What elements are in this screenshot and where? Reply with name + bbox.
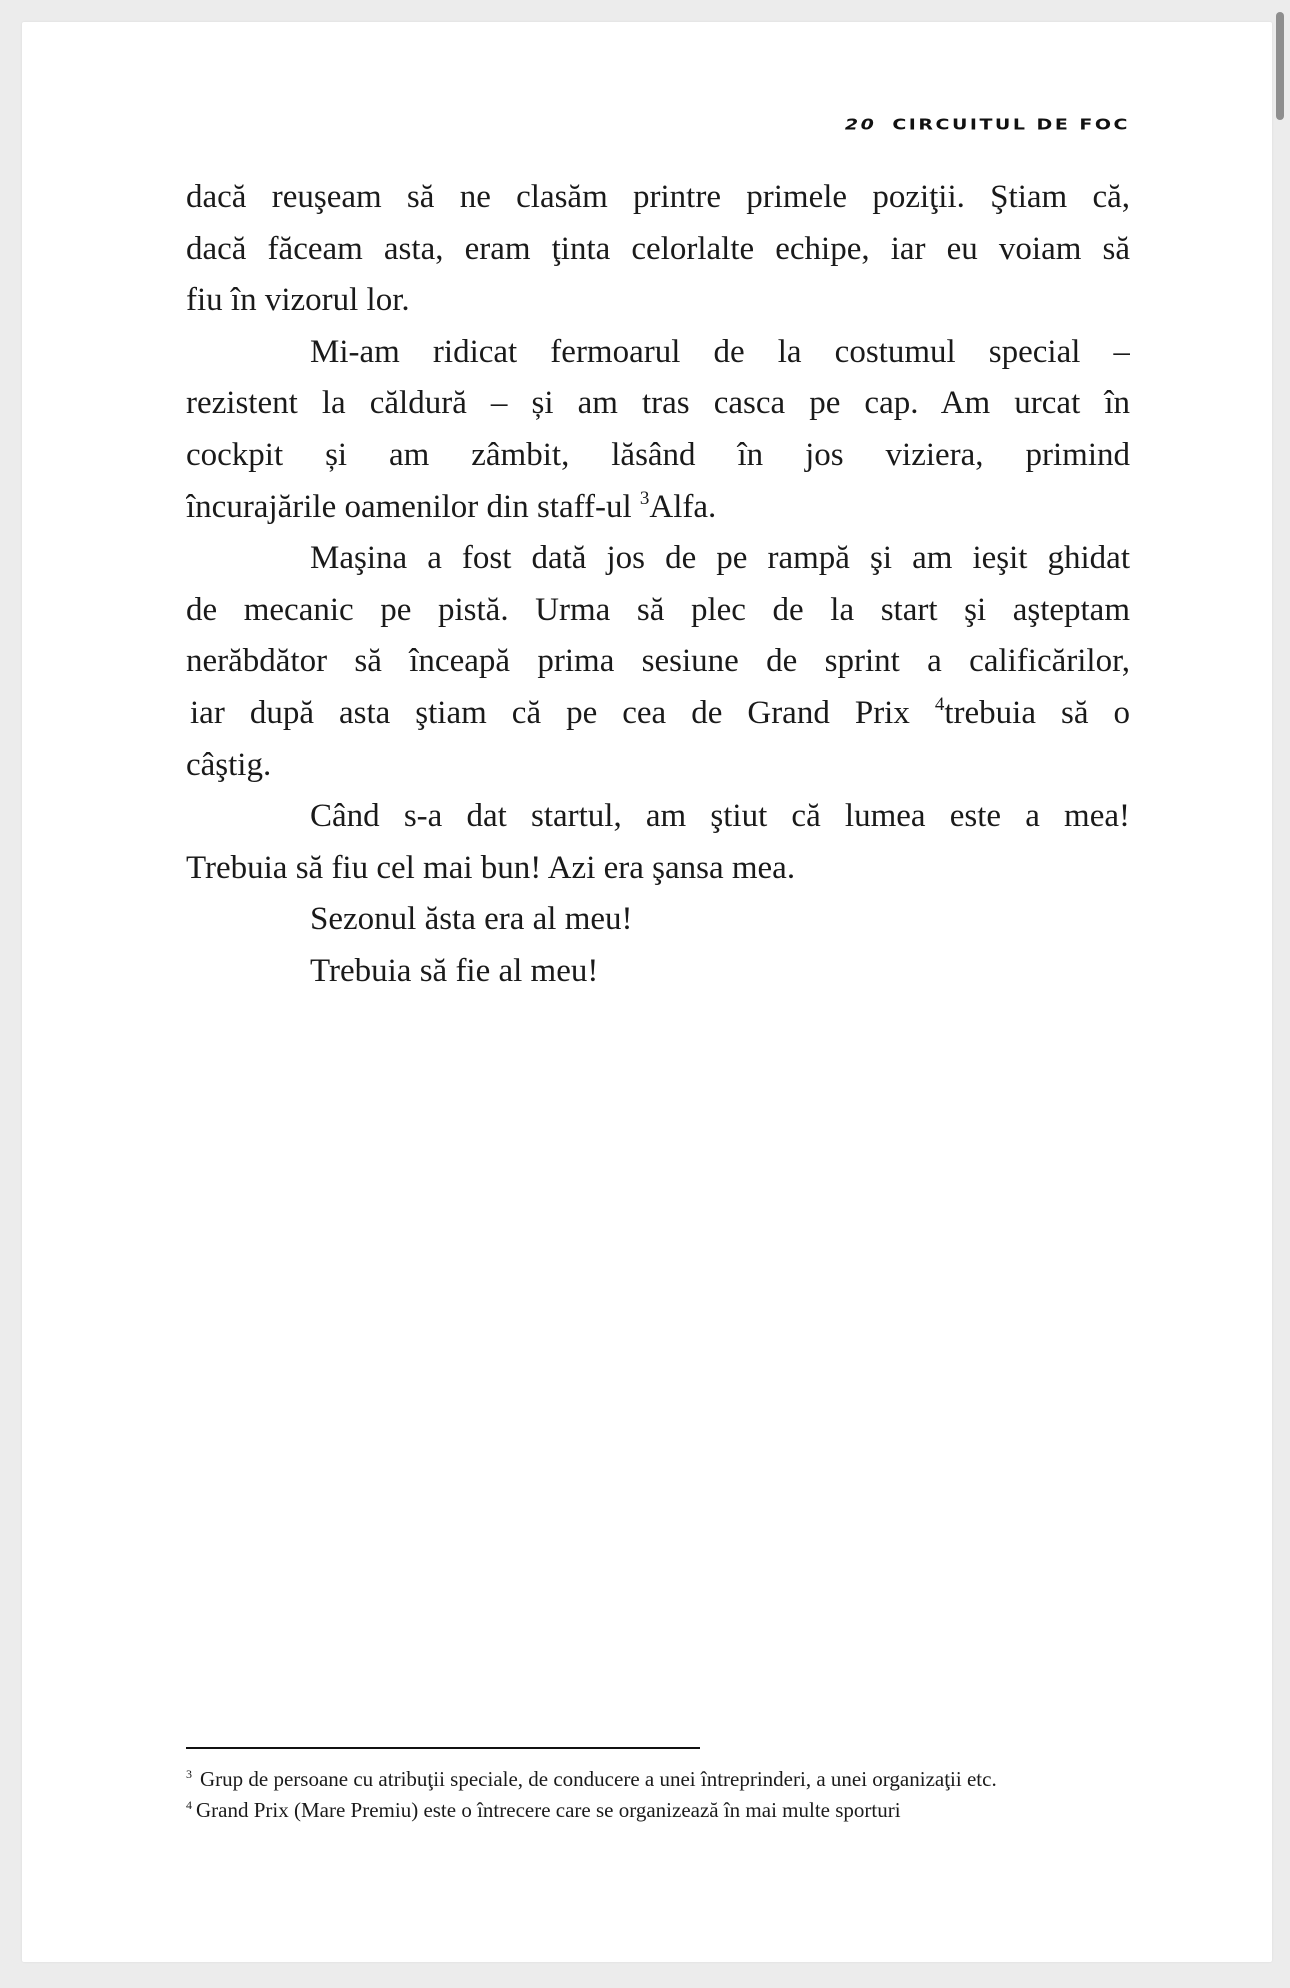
text-line [186, 688, 1130, 740]
text-fragment: iar după asta ştiam că pe cea de Grand Prix [190, 694, 935, 731]
footnote-text: Grand Prix (Mare Premiu) este o întrecere care se organizează în mai multe sporturi [196, 1798, 901, 1822]
text-line: Trebuia să fiu cel mai bun! Azi era şansa mea. [186, 849, 796, 886]
text-line: Trebuia să fie al meu! [310, 952, 599, 989]
scrollbar[interactable] [1276, 12, 1284, 1964]
scrollbar-thumb[interactable] [1276, 12, 1284, 120]
footnote-mark[interactable]: 4 [934, 693, 945, 715]
text-line: dacă făceam asta, eram ţinta celorlalte echipe, iar eu voiam să [186, 230, 1130, 267]
paragraph [186, 533, 1130, 791]
body-text [186, 172, 1130, 998]
text-line: de mecanic pe pistă. Urma să plec de la start şi aşteptam [186, 591, 1130, 628]
text-fragment: încurajările oamenilor din staff-ul [186, 488, 640, 525]
paragraph [186, 791, 1130, 894]
text-line: câştig. [186, 746, 272, 783]
text-line: Când s-a dat startul, am ştiut că lumea este a mea! [310, 798, 1130, 835]
footnote [186, 1764, 1130, 1795]
footnote-number: 4 [186, 1798, 192, 1812]
footnotes [186, 1764, 1130, 1826]
footnote-divider [186, 1747, 700, 1749]
text-line: Sezonul ăsta era al meu! [310, 901, 633, 938]
text-line [186, 482, 1130, 534]
text-line: dacă reuşeam să ne clasăm printre primele poziţii. Ştiam că, [186, 179, 1130, 215]
text-fragment: Alfa. [649, 488, 717, 525]
paragraph [186, 327, 1130, 533]
text-line: fiu în vizorul lor. [186, 282, 410, 319]
paragraph [186, 894, 1130, 946]
text-line: nerăbdător să înceapă prima sesiune de sprint a calificărilor, [186, 643, 1130, 680]
text-line: Maşina a fost dată jos de pe rampă şi am ieşit ghidat [310, 540, 1130, 577]
footnote-text: Grup de persoane cu atribuţii speciale, de conducere a unei întreprinderi, a unei organizaţii etc. [200, 1767, 997, 1791]
text-line: Mi-am ridicat fermoarul de la costumul special – [310, 333, 1130, 370]
text-line: rezistent la căldură – și am tras casca pe cap. Am urcat în [186, 385, 1130, 422]
text-line: cockpit și am zâmbit, lăsând în jos viziera, primind [186, 436, 1130, 473]
footnote-mark[interactable]: 3 [639, 487, 650, 509]
text-fragment: trebuia să o [944, 694, 1130, 731]
footnote-number: 3 [186, 1767, 192, 1781]
page-number: 20 [844, 116, 877, 134]
running-header [845, 116, 1130, 133]
footnote [186, 1795, 1130, 1826]
paragraph [186, 172, 1130, 327]
book-title: CIRCUITUL DE FOC [892, 116, 1130, 134]
paragraph [186, 946, 1130, 998]
